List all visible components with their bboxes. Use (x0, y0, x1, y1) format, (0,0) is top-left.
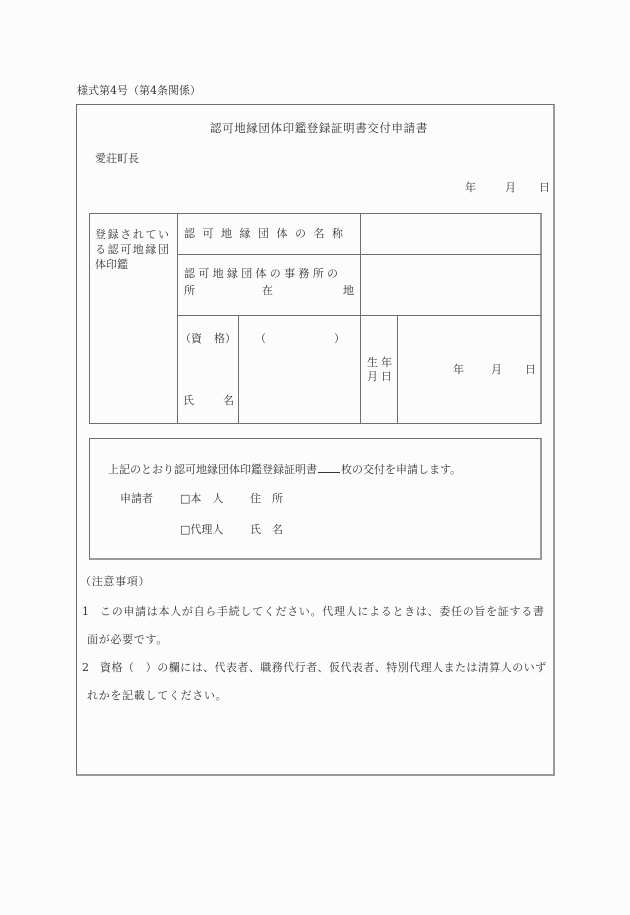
table-divider (177, 254, 541, 255)
table-divider (177, 213, 178, 424)
birth-date-month-label: 月 (491, 363, 502, 376)
registered-seal-label-line1: 登録されてい (95, 228, 171, 241)
birth-date-label-char: 生 (367, 356, 378, 369)
application-date-day-label: 日 (539, 181, 550, 194)
applicant-name-label: 氏 名 (250, 523, 283, 536)
birth-date-label-char: 日 (381, 370, 392, 383)
table-divider (238, 315, 239, 424)
qualification-paren-open: （ (255, 332, 266, 345)
registered-seal-label-line3: 体印鑑 (95, 258, 128, 271)
note-1-number: 1 (82, 605, 90, 618)
birth-date-year-label: 年 (453, 363, 464, 376)
group-office-address-field[interactable] (362, 256, 540, 314)
qualification-label-close: 格） (214, 332, 236, 345)
document-title: 認可地縁団体印鑑登録証明書交付申請書 (210, 121, 428, 135)
note-1-line1: この申請は本人が自ら手続してください。代理人によるときは、委任の旨を証する書 (100, 605, 545, 618)
group-office-address-label-line1: 認可地縁団体の事務所の (184, 267, 342, 280)
application-statement (108, 462, 461, 475)
group-name-label: 認可地縁団体の名称 (184, 227, 351, 240)
note-2-line1: 資格（ ）の欄には、代表者、職務代行者、仮代表者、特別代理人または清算人のいず (100, 661, 547, 674)
notes-heading: （注意事項） (80, 575, 151, 588)
group-name-field[interactable] (362, 215, 540, 253)
self-checkbox[interactable]: □本 人 (180, 492, 224, 505)
address-label: 住 所 (250, 492, 283, 505)
birth-date-label-char: 月 (367, 370, 378, 383)
qualification-field[interactable] (264, 330, 332, 346)
applicant-label: 申請者 (120, 492, 153, 505)
application-box (89, 438, 542, 560)
group-office-address-label-char: 所 (184, 284, 195, 297)
representative-name-label-char: 氏 (183, 394, 194, 407)
table-divider (177, 315, 541, 316)
qualification-label-open: （資 (180, 332, 202, 345)
group-office-address-label-char: 在 (262, 284, 273, 297)
table-divider (397, 315, 398, 424)
birth-date-label-char: 年 (381, 356, 392, 369)
registered-seal-label-line2: る認可地縁団 (95, 243, 171, 256)
representative-name-field[interactable] (240, 350, 358, 422)
qualification-paren-close: ） (334, 332, 345, 345)
birth-date-day-label: 日 (525, 363, 536, 376)
group-office-address-label-char: 地 (343, 284, 354, 297)
representative-name-label-char: 名 (223, 394, 234, 407)
copies-count-field[interactable] (318, 462, 340, 473)
note-2-line2: れかを記載してください。 (87, 689, 228, 702)
agent-checkbox[interactable]: □代理人 (180, 523, 224, 536)
application-statement-after: 枚の交付を申請します。 (341, 463, 462, 476)
note-1-line2: 面が必要です。 (87, 633, 169, 646)
table-divider (360, 213, 361, 424)
note-2-number: 2 (82, 661, 90, 674)
application-date-year-label: 年 (465, 181, 476, 194)
form-number: 様式第4号（第4条関係） (77, 84, 201, 97)
application-statement-before: 上記のとおり認可地縁団体印鑑登録証明書 (108, 463, 317, 476)
application-date-month-label: 月 (505, 181, 516, 194)
addressee: 愛荘町長 (95, 152, 139, 165)
